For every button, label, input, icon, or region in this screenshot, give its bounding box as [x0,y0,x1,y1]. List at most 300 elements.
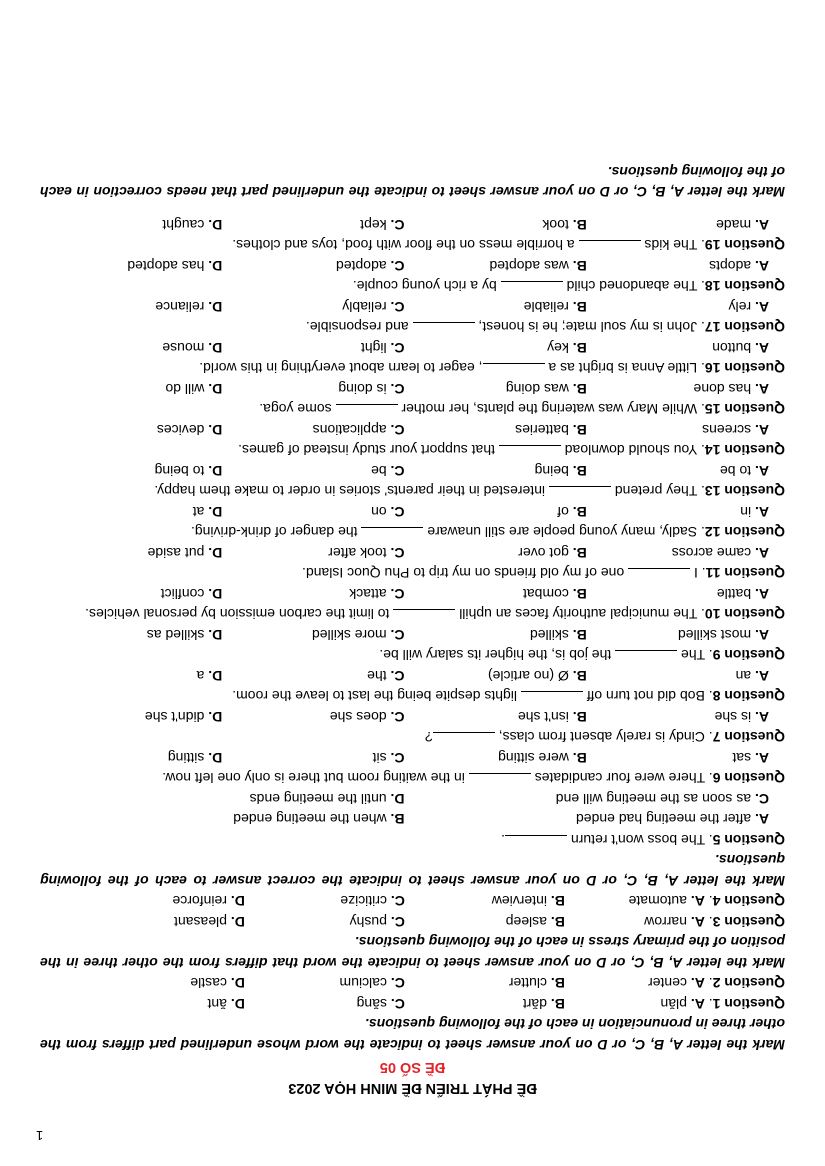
question-number: Question 10 [704,606,785,623]
option-letter: B. [568,299,587,315]
instruction-stress: Mark the letter A, B, C, or D on your answer sheet to indicate the word that differs from the other three in the position of the primary stress in each of the following questions. [40,934,785,971]
option-letter: A. [751,545,769,561]
question-number: Question 3 [712,914,785,930]
option-text: in [740,504,752,520]
option-letter: D. [226,914,245,930]
option-text: reliable [523,299,569,315]
option-letter: B. [386,811,405,828]
question-number: Question 6 [712,770,785,787]
option-letter: B. [568,463,587,479]
question-row: Question 4. A. automate B. interview C. criticize D. reinforce [40,891,785,912]
option-text: batteries [515,422,569,438]
answer-option [40,338,222,359]
stem-text-after: that support your study instead of games. [238,442,499,459]
answer-option [405,379,587,400]
option-letter: D. [204,381,223,397]
option-text: pushy [349,914,387,930]
answer-option [405,973,565,994]
options-row [40,297,785,318]
option-letter: A. [751,668,769,684]
option-letter: D. [204,422,223,438]
answer-option [405,215,587,236]
option-letter: B. [568,545,587,561]
answer-option [40,625,222,646]
exam-title: ĐỀ PHÁT TRIỂN ĐỀ MINH HỌA 2023 [288,1080,537,1096]
question-stem [40,522,785,543]
answer-option [587,379,769,400]
option-text: has done [693,381,752,397]
option-text: sit [372,750,387,766]
answer-option [222,748,404,769]
option-text: reinforce [172,893,227,910]
options-row [40,502,785,523]
answer-option [222,215,404,236]
answer-option [222,584,404,605]
option-text: is she [714,709,752,725]
option-letter: D. [204,299,223,315]
question-stem [40,276,785,297]
options-row [40,625,785,646]
question-stem [40,727,785,748]
pronunciation-block [40,973,785,1014]
option-text: more skilled [311,627,387,643]
option-text: pleasant [174,914,227,930]
option-text: is doing [338,381,387,397]
option-letter: C. [386,217,405,233]
options-row [40,543,785,564]
answer-option [405,297,587,318]
option-text: ănt [207,996,227,1012]
answer-option [587,215,769,236]
stem-text-before: . You should download [560,442,705,459]
option-letter: D. [204,668,223,684]
option-text: skilled as [146,627,205,643]
option-letter: A. [751,381,769,397]
stem-text-after: the job is, the higher its salary will be. [379,647,616,664]
answer-option [587,625,769,646]
options-row [40,461,785,482]
answer-option [587,707,769,728]
options-row [40,584,785,605]
option-letter: A. [751,627,769,643]
stem-text-after: ? [424,729,433,746]
stem-text-after: some yoga. [259,401,336,418]
option-text: isn't she [517,709,569,725]
answer-option [587,543,769,564]
option-letter: C. [386,545,405,561]
answer-blank [521,692,583,707]
option-text: does she [329,709,387,725]
options-row [40,666,785,687]
option-text: calcium [339,975,387,992]
instruction-pronunciation: Mark the letter A, B, C, or D on your answer sheet to indicate the word whose underlined part differs from the other three in pronunciation in each of the following questions. [40,1016,785,1053]
option-text: clutter [508,975,547,992]
option-text: rely [728,299,752,315]
answer-blank [579,241,641,256]
answer-blank [433,733,495,748]
stem-text-after: interested in their parents' stories in order to make them happy. [154,483,549,500]
option-letter: A. [751,258,769,274]
option-letter: D. [204,340,223,356]
option-text: criticize [340,893,387,910]
answer-option [222,461,404,482]
option-letter: B. [546,975,565,992]
stem-text-before: . There were four candidates [530,770,713,787]
options-row [40,215,785,236]
question-number: Question 12 [704,524,785,541]
answer-blank [505,835,567,850]
answer-blank [469,774,531,789]
answer-option [40,789,405,810]
answer-blank [393,610,455,625]
answer-option [405,543,587,564]
option-text: the [367,668,387,684]
question-number: Question 5 [712,832,785,848]
answer-option [405,809,770,830]
option-text: took after [328,545,387,561]
answer-option [222,707,404,728]
answer-option [222,297,404,318]
option-letter: B. [546,996,565,1012]
option-text: being [534,463,569,479]
option-text: dărt [522,996,547,1012]
option-text: interview [491,893,547,910]
option-text: an [735,668,752,684]
options-inline [105,973,705,994]
option-text: asleep [505,914,547,930]
answer-option [587,338,769,359]
answer-option [40,748,222,769]
option-text: came across [671,545,752,561]
option-text: at [192,504,205,520]
option-letter: C. [386,422,405,438]
question-number: Question 17 [704,319,785,336]
stem-text-after: and responsible. [305,319,413,336]
option-text: button [712,340,752,356]
option-text: mouse [162,340,205,356]
answer-blank [615,651,677,666]
question-stem [40,235,785,256]
answer-blank [413,323,475,338]
question-number: Question 16 [704,360,785,377]
answer-option [105,973,245,994]
option-text: took [542,217,569,233]
exam-code: ĐỀ SỐ 05 [379,1059,446,1076]
option-letter: B. [568,668,587,684]
question-number: Question 11 [705,565,785,582]
answer-option [40,666,222,687]
stem-text-before: . I [690,565,706,582]
option-letter: D. [204,586,223,602]
option-text: plăn [660,996,687,1012]
answer-option [405,994,565,1015]
answer-option [105,891,245,912]
question-number: Question 7 [712,729,785,746]
options-row [40,379,785,400]
option-text: got over [518,545,569,561]
stem-text-after: one of my old friends on my trip to Phu Quoc Island. [302,565,629,582]
stem-text-after: to limit the carbon emission by personal vehicles. [85,606,394,623]
stem-text-before: . The boss won't return [567,832,713,848]
question-number: Question 9 [712,647,785,664]
option-text: a [196,668,205,684]
option-letter: A. [751,504,769,520]
option-text: reliance [155,299,205,315]
answer-option [105,912,245,933]
answer-option [40,502,222,523]
option-text: was adopted [489,258,569,274]
answer-option [405,420,587,441]
answer-option [405,502,587,523]
option-letter: C. [386,627,405,643]
answer-blank [549,487,611,502]
answer-blank [361,528,423,543]
option-text: will do [165,381,205,397]
answer-option [105,994,245,1015]
answer-option [565,912,705,933]
answer-option [40,420,222,441]
option-letter: D. [386,791,405,807]
question-stem [40,399,785,420]
options-row [40,789,785,830]
option-letter: D. [204,217,223,233]
answer-option [222,338,404,359]
option-letter: A. [751,299,769,315]
answer-option [222,666,404,687]
option-text: devices [156,422,205,438]
answer-option [40,379,222,400]
answer-option [405,625,587,646]
option-letter: A. [686,914,705,930]
option-text: attack [349,586,387,602]
option-letter: A. [686,975,705,992]
option-text: light [360,340,387,356]
question-stem [40,768,785,789]
exam-content [40,162,785,1099]
instruction-correction: Mark the letter A, B, C, or D on your answer sheet to indicate the underlined part that needs correction in each of the following questions. [40,164,785,201]
option-letter: A. [751,811,769,828]
question-stem [40,645,785,666]
option-letter: B. [568,504,587,520]
option-letter: D. [226,893,245,910]
option-text: screens [702,422,752,438]
option-letter: C. [386,463,405,479]
stem-text-before: . The [677,647,713,664]
option-text: narrow [644,914,687,930]
question-number: Question 14 [704,442,785,459]
option-text: combat [522,586,569,602]
option-letter: C. [386,504,405,520]
answer-option [405,748,587,769]
option-text: didn't she [144,709,205,725]
option-letter: B. [568,709,587,725]
stem-text-before: . They pretend [610,483,705,500]
option-text: center [648,975,687,992]
option-text: automate [628,893,687,910]
option-letter: C. [386,586,405,602]
option-letter: D. [204,463,223,479]
option-letter: A. [751,709,769,725]
option-letter: C. [751,791,769,807]
option-letter: B. [568,340,587,356]
answer-blank [628,569,690,584]
answer-option [40,707,222,728]
answer-option [405,338,587,359]
answer-option [222,420,404,441]
question-stem [40,686,785,707]
answer-option [245,891,405,912]
option-letter: B. [568,381,587,397]
stem-text-after: in the waiting room but there is only one left now. [162,770,469,787]
question-stem [40,563,785,584]
question-number: Question 19 [704,237,785,254]
stem-text-after: . [501,832,506,848]
option-letter: A. [751,217,769,233]
option-letter: B. [568,217,587,233]
question-stem [40,604,785,625]
question-row: Question 1. A. plăn B. dărt C. săng D. ănt [40,994,785,1015]
instruction-correct-answer: Mark the letter A, B, C, or D on your answer sheet to indicate the correct answer to each of the following questions. [40,852,785,889]
option-text: made [716,217,752,233]
options-row [40,256,785,277]
question-stem [40,358,785,379]
options-row [40,707,785,728]
stem-text-before: . Bob did not turn off [582,688,713,705]
answer-option [222,502,404,523]
question-number: Question 1 [712,996,785,1012]
stem-text-after: lights despite being the last to leave the room. [232,688,521,705]
option-text: of [557,504,569,520]
option-letter: C. [386,381,405,397]
answer-blank [483,364,545,379]
option-text: as soon as the meeting will end [555,791,752,807]
stress-block [40,891,785,932]
option-letter: C. [386,258,405,274]
page-number: 1 [36,1128,44,1143]
option-letter: C. [386,893,405,910]
answer-option [405,666,587,687]
option-text: when the meeting ended [233,811,387,828]
answer-option [405,707,587,728]
answer-option [587,420,769,441]
question-row: Question 2. A. center B. clutter C. calcium D. castle [40,973,785,994]
stem-text-before: . Cindy is rarely absent from class, [494,729,713,746]
option-letter: D. [226,996,245,1012]
options-row [40,748,785,769]
option-text: to being [154,463,205,479]
answer-option [587,748,769,769]
option-letter: B. [568,750,587,766]
option-text: reliably [342,299,387,315]
answer-option [587,256,769,277]
stem-text-after: , eager to learn about everything in this world. [199,360,483,377]
answer-option [40,584,222,605]
stem-text-before: . Sadly, many young people are still unaware [423,524,705,541]
answer-option [565,891,705,912]
question-row: Question 3. A. narrow B. asleep C. pushy D. pleasant [40,912,785,933]
answer-option [405,461,587,482]
question-stem [40,440,785,461]
answer-option [587,297,769,318]
option-letter: C. [386,750,405,766]
option-letter: B. [568,586,587,602]
option-text: sat [732,750,752,766]
answer-option [587,502,769,523]
option-text: conflict [160,586,205,602]
stem-text-before: . Little Anna is bright as a [544,360,705,377]
answer-blank [336,405,398,420]
option-letter: B. [568,422,587,438]
question-number: Question 2 [712,975,785,992]
option-letter: D. [204,627,223,643]
answer-blank [501,282,563,297]
option-letter: D. [204,545,223,561]
option-letter: A. [686,996,705,1012]
answer-option [405,789,770,810]
answer-option [222,256,404,277]
answer-option [587,666,769,687]
option-text: battle [716,586,752,602]
option-letter: B. [568,258,587,274]
option-text: kept [360,217,387,233]
option-letter: D. [204,504,223,520]
answer-option [40,297,222,318]
stem-text-after: a horrible mess on the floor with food, toys and clothes. [232,237,579,254]
option-letter: B. [568,627,587,643]
option-text: castle [190,975,227,992]
stem-text-before: . The municipal authority faces an uphill [455,606,705,623]
answer-option [245,973,405,994]
option-letter: A. [751,463,769,479]
option-letter: A. [686,893,705,910]
option-text: caught [162,217,205,233]
option-text: Ø (no article) [487,668,569,684]
option-text: put aside [147,545,205,561]
question-number: Question 18 [704,278,785,295]
option-letter: D. [204,258,223,274]
option-letter: C. [386,668,405,684]
stem-text-after: by a rich young couple. [352,278,501,295]
option-letter: C. [386,914,405,930]
option-text: key [547,340,569,356]
option-letter: C. [386,340,405,356]
option-letter: A. [751,750,769,766]
option-text: sitting [167,750,205,766]
options-inline [105,912,705,933]
option-text: adopted [336,258,387,274]
option-letter: D. [204,750,223,766]
options-row [40,420,785,441]
question-number: Question 8 [712,688,785,705]
option-text: on [371,504,387,520]
answer-option [565,994,705,1015]
answer-option [587,584,769,605]
option-letter: A. [751,340,769,356]
option-text: has adopted [127,258,205,274]
answer-option [40,215,222,236]
answer-option [405,584,587,605]
stem-text-before: . The abandoned child [562,278,705,295]
stem-text-before: . The kids [640,237,705,254]
question-number: Question 4 [712,893,785,910]
answer-option [222,625,404,646]
option-text: to be [719,463,752,479]
option-text: was doing [505,381,569,397]
option-text: be [371,463,387,479]
answer-option [40,461,222,482]
option-text: adopts [709,258,752,274]
option-letter: C. [386,996,405,1012]
